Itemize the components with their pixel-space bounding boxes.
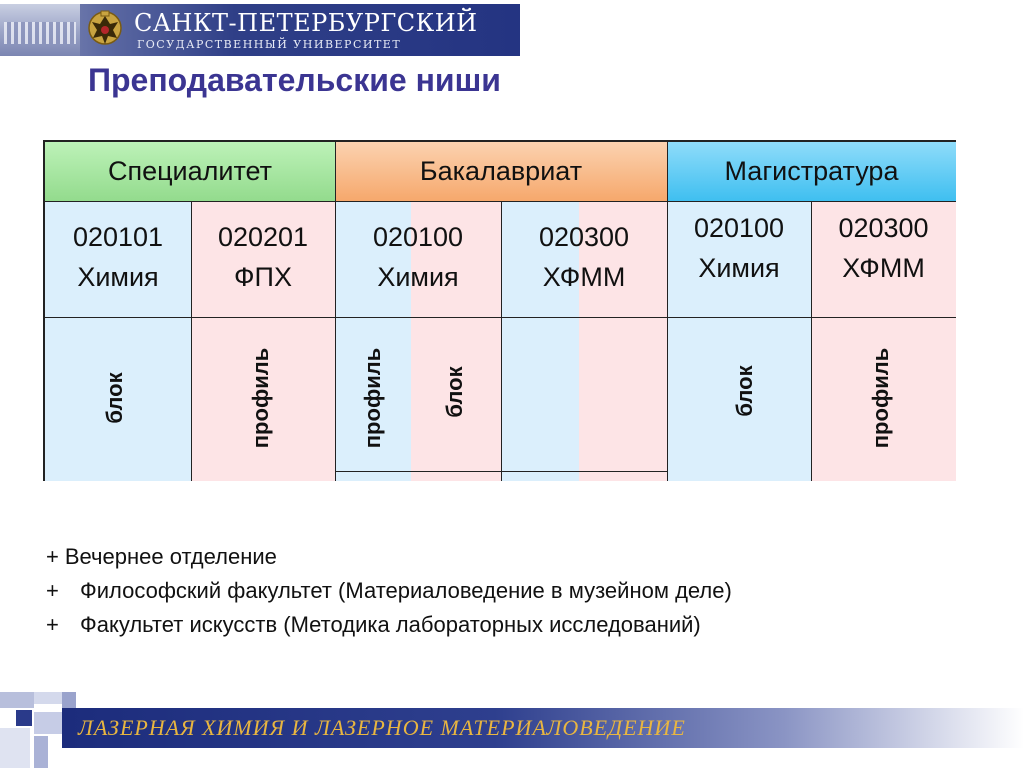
program-cell [191,217,335,297]
track-label: профиль [248,347,273,449]
list-item [46,574,732,608]
banner-subtitle: ГОСУДАРСТВЕННЫЙ УНИВЕРСИТЕТ [137,38,402,51]
header-specialitet [45,142,335,201]
column-divider [811,201,812,481]
list-item [46,608,732,642]
program-cell [501,217,667,297]
decor-square [0,692,34,708]
header-magistratura-label: Магистратура [724,156,899,186]
footer-text: ЛАЗЕРНАЯ ХИМИЯ И ЛАЗЕРНОЕ МАТЕРИАЛОВЕДЕНИЕ [78,715,686,740]
header-bakalavriat-label: Бакалавриат [419,156,583,186]
header-bakalavriat [335,142,667,201]
note-text: Факультет искусств (Методика лабораторных исследований) [80,612,701,637]
decor-square [34,692,62,704]
track-label: профиль [360,347,385,449]
decor-square [16,710,32,726]
program-code: 020300 [538,222,630,252]
track-label: блок [732,365,757,417]
banner-title: САНКТ-ПЕТЕРБУРГСКИЙ [134,9,478,37]
note-text: Философский факультет (Материаловедение в музейном деле) [80,578,732,603]
track-label: профиль [868,347,893,449]
page-title: Преподавательские ниши [88,62,501,98]
program-cell [667,208,811,288]
program-name: ХФММ [842,253,925,283]
decor-square [34,712,62,734]
program-code: 020101 [72,222,164,252]
plus-marker: + [46,544,59,569]
program-name: Химия [377,262,459,292]
decor-square [0,728,30,768]
program-name: Химия [77,262,159,292]
footer-bar [62,708,1024,748]
track-label: блок [442,366,467,418]
program-cell [45,217,191,297]
program-code: 020100 [693,213,785,243]
note-text: Вечернее отделение [64,544,277,569]
niches-table [43,140,956,481]
program-code: 020300 [838,213,929,243]
plus-marker: + [46,578,59,603]
building-image [0,4,80,56]
column-divider [191,201,192,481]
program-code: 020201 [217,222,309,252]
program-code: 020100 [372,222,464,252]
column-divider [335,142,336,481]
program-cell [335,217,501,297]
university-banner [0,4,520,56]
eagle-emblem-icon [84,8,126,52]
column-divider [667,142,668,481]
notes-list [46,540,732,642]
track-label: блок [102,372,127,424]
plus-marker: + [46,612,59,637]
decor-square [34,736,48,768]
program-name: ХФММ [542,262,626,292]
column-divider [501,201,502,481]
program-cell [811,208,956,288]
program-name: ФПХ [234,262,292,292]
program-name: Химия [698,253,780,283]
list-item [46,540,732,574]
header-specialitet-label: Специалитет [107,156,273,186]
header-magistratura [667,142,956,201]
